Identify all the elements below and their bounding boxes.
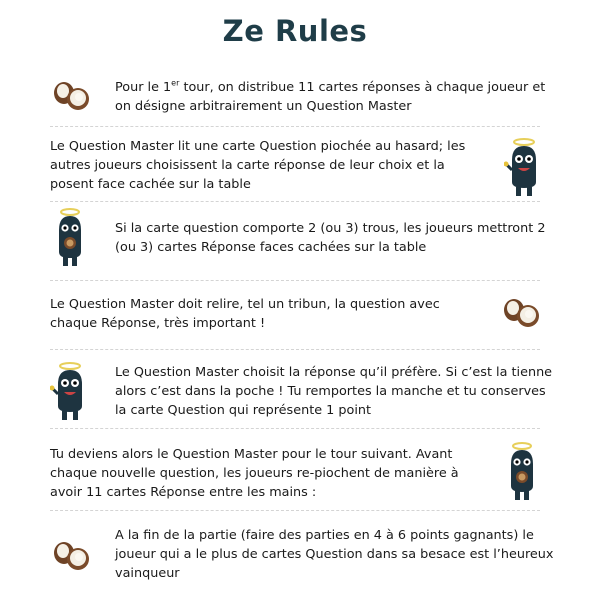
rule-7-text: A la fin de la partie (faire des parties en 4 à 6 points gagnants) le joueur qui a le plus de cartes Question dans sa besace est l’heureux vainqueur bbox=[115, 528, 554, 581]
coconut-icon bbox=[52, 538, 92, 576]
rule-4-text: Le Question Master doit relire, tel un tribun, la question avec chaque Réponse, très important ! bbox=[50, 297, 440, 331]
rule-3-text: Si la carte question comporte 2 (ou 3) trous, les joueurs mettront 2 (ou 3) cartes Réponse faces cachées sur la table bbox=[115, 221, 546, 255]
separator bbox=[50, 428, 540, 429]
mascot-waving-icon bbox=[50, 360, 90, 426]
page-title: Ze Rules bbox=[222, 14, 368, 48]
mascot-holding-icon bbox=[504, 440, 540, 506]
separator bbox=[50, 280, 540, 281]
coconut-icon bbox=[52, 78, 92, 116]
mascot-waving-icon bbox=[504, 136, 544, 202]
rule-2-text: Le Question Master lit une carte Question piochée au hasard; les autres joueurs choisissent la carte réponse de leur choix et la posent face cachée sur la table bbox=[50, 139, 466, 192]
coconut-icon bbox=[502, 295, 542, 333]
separator bbox=[50, 510, 540, 511]
rule-1-text: Pour le 1er tour, on distribue 11 cartes réponses à chaque joueur et on désigne arbitrairement un Question Master bbox=[115, 78, 546, 114]
rule-6-text: Tu deviens alors le Question Master pour le tour suivant. Avant chaque nouvelle question, les joueurs re-piochent de manière à avoir 11 cartes Réponse entre les mains : bbox=[50, 447, 459, 500]
mascot-holding-icon bbox=[52, 206, 88, 272]
separator bbox=[50, 126, 540, 127]
separator bbox=[50, 349, 540, 350]
rule-5-text: Le Question Master choisit la réponse qu’il préfère. Si c’est la tienne alors c’est dans la poche ! Tu remportes la manche et tu conserves la carte Question qui représente 1 point bbox=[115, 365, 553, 418]
separator bbox=[50, 201, 540, 202]
